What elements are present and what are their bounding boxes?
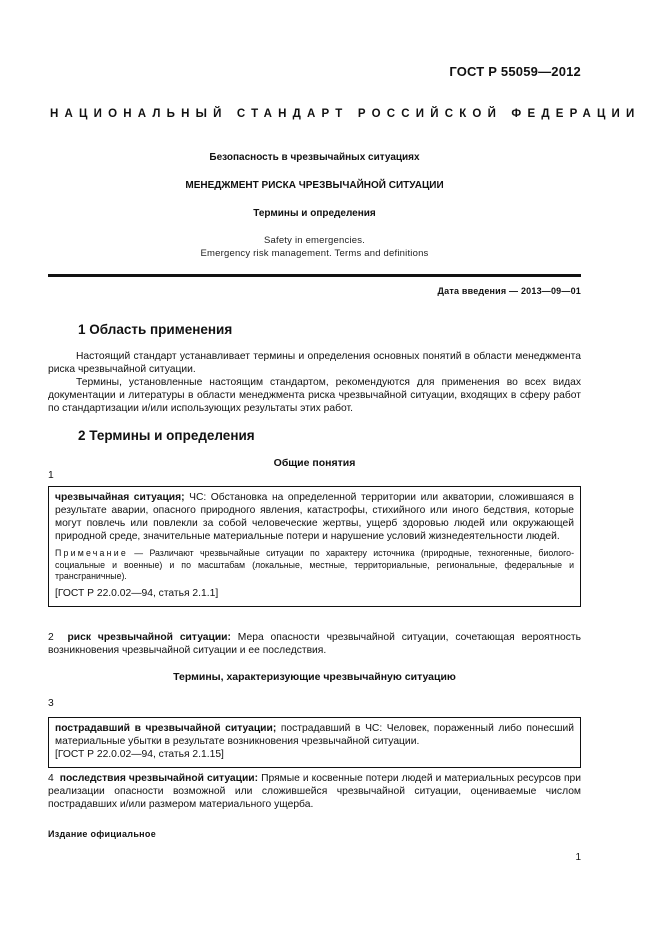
section-1-heading: 1 Область применения bbox=[78, 322, 233, 337]
term-2-def-text: Мера опасности чрезвычайной ситуации, сочетающая вероятность возникновения чрезвычайной ситуации и ее последствия. bbox=[48, 632, 581, 656]
subsection-characterizing-terms: Термины, характеризующие чрезвычайную ситуацию bbox=[173, 671, 456, 683]
term-3-number: 3 bbox=[48, 698, 54, 709]
term-3-box bbox=[48, 717, 581, 768]
official-edition-label: Издание официальное bbox=[48, 829, 157, 839]
introduction-date: Дата введения — 2013—09—01 bbox=[437, 286, 581, 296]
national-standard-heading: НАЦИОНАЛЬНЫЙ СТАНДАРТ РОССИЙСКОЙ ФЕДЕРАЦИИ bbox=[50, 108, 641, 120]
term-3-def-text: пострадавший в ЧС: Человек, пораженный либо понесший материальные убытки в результате возникновения чрезвычайной ситуации. bbox=[55, 723, 574, 747]
title-ru-line3: Термины и определения bbox=[253, 208, 376, 219]
title-divider bbox=[48, 274, 581, 277]
term-1-definition bbox=[55, 491, 574, 543]
term-2-number: 2 bbox=[48, 632, 54, 643]
title-ru-line1: Безопасность в чрезвычайных ситуациях bbox=[209, 152, 420, 163]
section-2-heading: 2 Термины и определения bbox=[78, 428, 255, 443]
term-1-term: чрезвычайная ситуация; bbox=[55, 492, 185, 503]
term-2-entry bbox=[48, 631, 581, 657]
term-2-term: риск чрезвычайной ситуации: bbox=[67, 632, 231, 643]
term-3-term: пострадавший в чрезвычайной ситуации; bbox=[55, 723, 277, 734]
term-4-def-text: Прямые и косвенные потери людей и материальных ресурсов при реализации опасности возможной или сложившейся чрезвычайной ситуации, оцениваемые числом пострадавших и/или размером материального ущерба. bbox=[48, 773, 581, 810]
term-1-number: 1 bbox=[48, 470, 54, 481]
term-3-definition bbox=[55, 722, 574, 748]
term-1-note-text: — Различают чрезвычайные ситуации по характеру источника (природные, техногенные, биолого-социальные и военные) и по масштабам (локальные, местные, территориальные, региональные, федеральные и трансграничные). bbox=[55, 548, 574, 581]
term-1-box bbox=[48, 486, 581, 607]
term-4-number: 4 bbox=[48, 773, 54, 784]
term-1-note-label: Примечание bbox=[55, 548, 128, 558]
section-1-paragraph-2: Термины, установленные настоящим стандартом, рекомендуются для применения во всех видах документации и литературы в области менеджмента риска чрезвычайной ситуации, входящих в сферу работ по стандартизации и/или использующих результаты этих работ. bbox=[48, 377, 581, 414]
term-4-entry bbox=[48, 772, 581, 811]
term-1-note bbox=[55, 548, 574, 583]
document-code: ГОСТ Р 55059—2012 bbox=[449, 64, 581, 79]
subsection-general-concepts: Общие понятия bbox=[273, 457, 356, 469]
section-1-paragraph-1: Настоящий стандарт устанавливает термины и определения основных понятий в области менеджмента риска чрезвычайной ситуации. bbox=[48, 351, 581, 375]
page-number: 1 bbox=[575, 852, 581, 863]
term-1-source: [ГОСТ Р 22.0.02—94, статья 2.1.1] bbox=[55, 587, 219, 599]
term-3-source: [ГОСТ Р 22.0.02—94, статья 2.1.15] bbox=[55, 749, 224, 760]
title-en-line2: Emergency risk management. Terms and definitions bbox=[200, 248, 429, 259]
term-4-term: последствия чрезвычайной ситуации: bbox=[59, 773, 259, 784]
title-en-line1: Safety in emergencies. bbox=[263, 235, 366, 246]
title-ru-line2: МЕНЕДЖМЕНТ РИСКА ЧРЕЗВЫЧАЙНОЙ СИТУАЦИИ bbox=[185, 180, 444, 191]
term-1-def-text: ЧС: Обстановка на определенной территории или акватории, сложившаяся в результате аварии, опасного природного явления, катастрофы, стихийного или иного бедствия, которые могут повлечь или повлекли за собой человеческие жертвы, ущерб здоровью людей или окружающей природной среде, значительные материальные потери и нарушение условий жизнедеятельности людей. bbox=[55, 492, 574, 542]
